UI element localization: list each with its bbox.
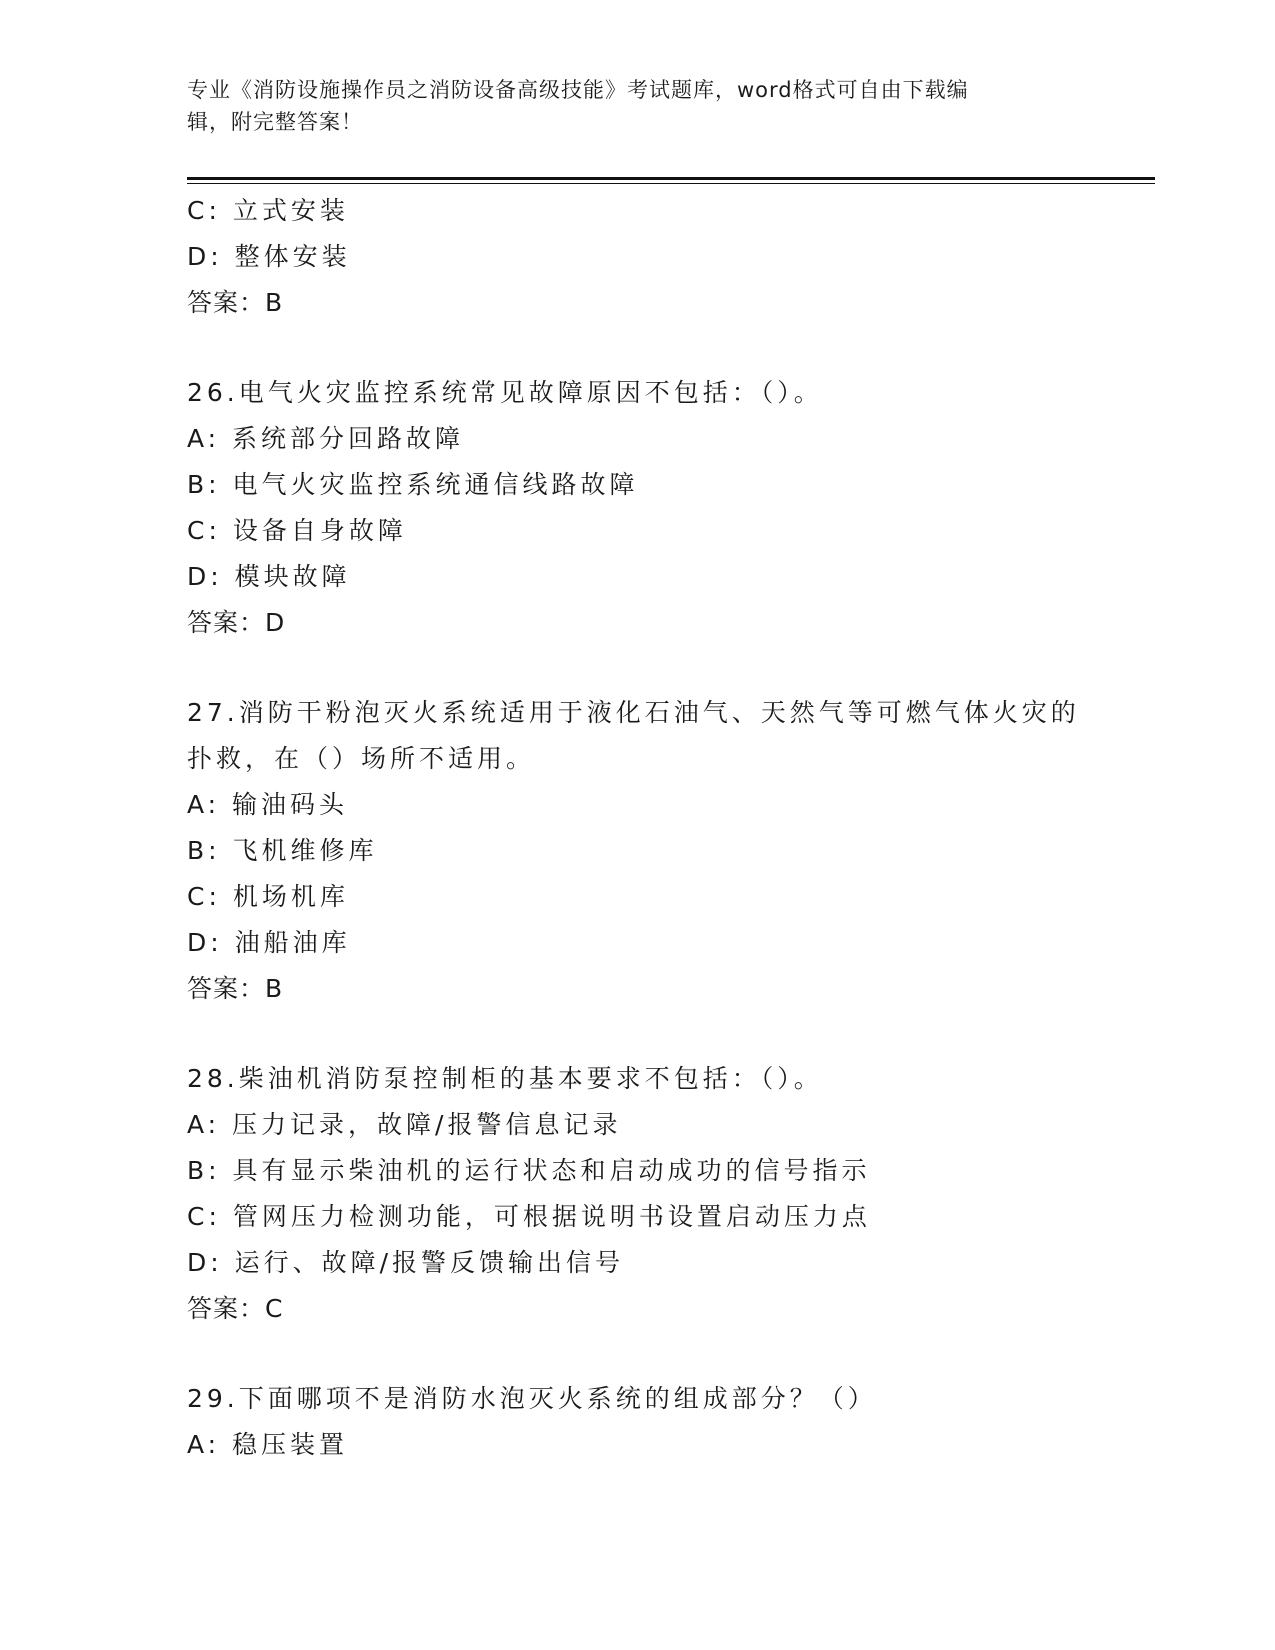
partial-question: [187, 188, 1147, 326]
option-b: B: 具有显示柴油机的运行状态和启动成功的信号指示: [187, 1156, 871, 1185]
spacer: [187, 326, 1147, 370]
question-text: [187, 1056, 1147, 1102]
question-27: [187, 690, 1147, 1012]
header-line-2: 辑，附完整答案！: [187, 110, 363, 134]
option-b: B: 飞机维修库: [187, 836, 378, 865]
answer-value: C: [265, 1294, 284, 1323]
option-d: D: 整体安装: [187, 242, 351, 271]
option-d: D: 油船油库: [187, 928, 351, 957]
question-text: [187, 1376, 1147, 1422]
question-stem-line-1: 消防干粉泡灭火系统适用于液化石油气、天然气等可燃气体火灾的: [238, 698, 1080, 727]
question-stem-line-2: 扑救，在（）场所不适用。: [187, 744, 536, 773]
option-c: C: 管网压力检测功能，可根据说明书设置启动压力点: [187, 1202, 871, 1231]
option-d: D: 模块故障: [187, 562, 351, 591]
option-c: C: 设备自身故障: [187, 516, 407, 545]
answer-line: [187, 966, 1147, 1012]
question-text: [187, 690, 1147, 736]
question-stem: 下面哪项不是消防水泡灭火系统的组成部分？（）: [238, 1384, 877, 1413]
question-stem: 柴油机消防泵控制柜的基本要求不包括：（）。: [238, 1064, 823, 1093]
option-c: C: 立式安装: [187, 196, 349, 225]
option-c: C: 机场机库: [187, 882, 349, 911]
spacer: [187, 1012, 1147, 1056]
answer-line: [187, 280, 1147, 326]
option-a: A: 系统部分回路故障: [187, 424, 465, 453]
answer-value: D: [265, 608, 286, 637]
question-number: 27.: [187, 698, 239, 727]
answer-value: B: [265, 974, 284, 1003]
question-26: [187, 370, 1147, 646]
answer-line: [187, 1286, 1147, 1332]
spacer: [187, 1332, 1147, 1376]
question-number: 28.: [187, 1064, 239, 1093]
question-28: [187, 1056, 1147, 1332]
header-rule-thick: [187, 177, 1155, 180]
answer-line: [187, 600, 1147, 646]
header-line-1: 专业《消防设施操作员之消防设备高级技能》考试题库，word格式可自由下载编: [187, 78, 969, 102]
question-number: 29.: [187, 1384, 239, 1413]
answer-label: 答案：: [187, 608, 266, 637]
option-a: A: 输油码头: [187, 790, 349, 819]
option-b: B: 电气火灾监控系统通信线路故障: [187, 470, 639, 499]
question-29: [187, 1376, 1147, 1468]
answer-label: 答案：: [187, 1294, 266, 1323]
option-d: D: 运行、故障/报警反馈输出信号: [187, 1248, 625, 1277]
header-rule-thin: [187, 183, 1155, 184]
answer-label: 答案：: [187, 288, 266, 317]
option-a: A: 压力记录，故障/报警信息记录: [187, 1110, 622, 1139]
option-a: A: 稳压装置: [187, 1430, 349, 1459]
question-number: 26.: [187, 378, 239, 407]
question-stem: 电气火灾监控系统常见故障原因不包括：（）。: [238, 378, 823, 407]
answer-value: B: [265, 288, 284, 317]
spacer: [187, 646, 1147, 690]
document-body: [187, 188, 1147, 1468]
document-header: [187, 74, 1087, 138]
question-text: [187, 370, 1147, 416]
answer-label: 答案：: [187, 974, 266, 1003]
